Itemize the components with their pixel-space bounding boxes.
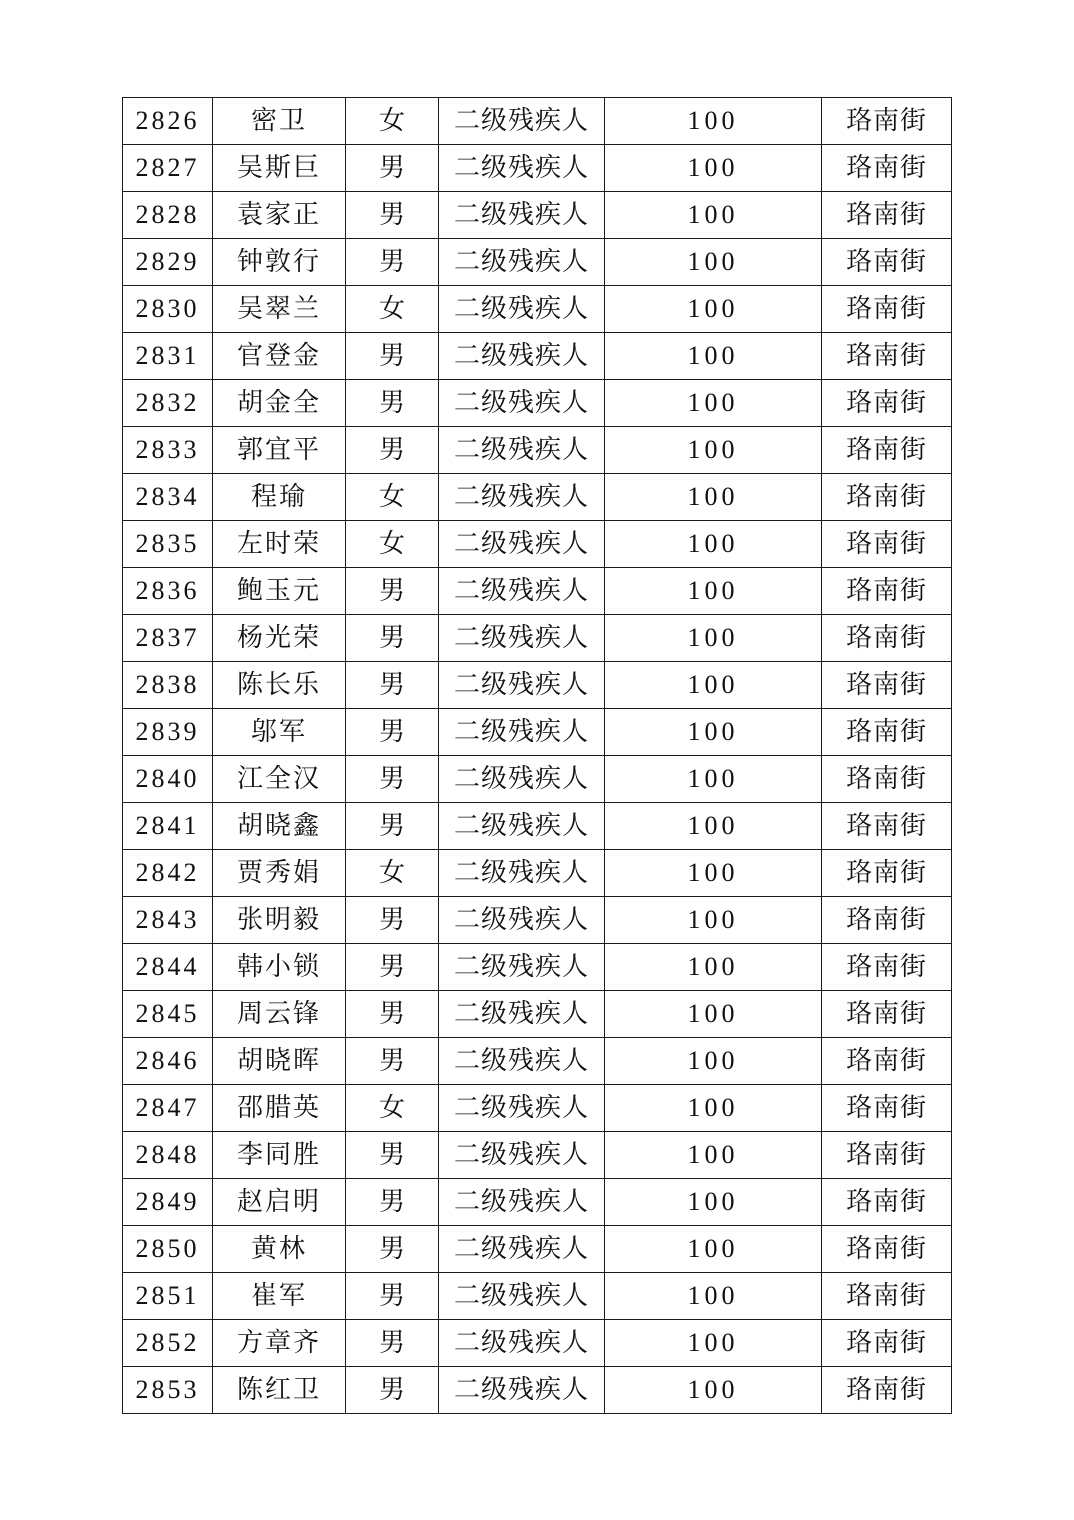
street-cell: 珞南街 xyxy=(822,286,952,333)
amount-cell: 100 xyxy=(605,1320,822,1367)
person-name-cell: 周云锋 xyxy=(213,991,346,1038)
disability-level-cell: 二级残疾人 xyxy=(439,1226,605,1273)
table-row xyxy=(123,1320,952,1367)
amount-cell: 100 xyxy=(605,1038,822,1085)
disability-level-cell: 二级残疾人 xyxy=(439,192,605,239)
table-row xyxy=(123,98,952,145)
amount-cell: 100 xyxy=(605,145,822,192)
person-name-cell: 黄林 xyxy=(213,1226,346,1273)
street-cell: 珞南街 xyxy=(822,98,952,145)
disability-level-cell: 二级残疾人 xyxy=(439,145,605,192)
disability-level-cell: 二级残疾人 xyxy=(439,1179,605,1226)
amount-cell: 100 xyxy=(605,333,822,380)
table-row xyxy=(123,521,952,568)
table-row xyxy=(123,991,952,1038)
table-row xyxy=(123,803,952,850)
street-cell: 珞南街 xyxy=(822,474,952,521)
gender-cell: 男 xyxy=(346,427,439,474)
street-cell: 珞南街 xyxy=(822,897,952,944)
person-name-cell: 袁家正 xyxy=(213,192,346,239)
street-cell: 珞南街 xyxy=(822,709,952,756)
person-name-cell: 胡晓晖 xyxy=(213,1038,346,1085)
gender-cell: 男 xyxy=(346,380,439,427)
table-row xyxy=(123,1367,952,1414)
table-row xyxy=(123,380,952,427)
gender-cell: 男 xyxy=(346,944,439,991)
serial-number-cell: 2836 xyxy=(123,568,213,615)
serial-number-cell: 2843 xyxy=(123,897,213,944)
gender-cell: 男 xyxy=(346,662,439,709)
person-name-cell: 张明毅 xyxy=(213,897,346,944)
serial-number-cell: 2831 xyxy=(123,333,213,380)
serial-number-cell: 2847 xyxy=(123,1085,213,1132)
street-cell: 珞南街 xyxy=(822,1367,952,1414)
person-name-cell: 鲍玉元 xyxy=(213,568,346,615)
person-name-cell: 邬军 xyxy=(213,709,346,756)
gender-cell: 男 xyxy=(346,1273,439,1320)
disability-level-cell: 二级残疾人 xyxy=(439,1273,605,1320)
serial-number-cell: 2844 xyxy=(123,944,213,991)
street-cell: 珞南街 xyxy=(822,1226,952,1273)
gender-cell: 男 xyxy=(346,333,439,380)
table-row xyxy=(123,662,952,709)
serial-number-cell: 2852 xyxy=(123,1320,213,1367)
person-name-cell: 杨光荣 xyxy=(213,615,346,662)
amount-cell: 100 xyxy=(605,850,822,897)
disability-subsidy-table xyxy=(122,97,952,1414)
person-name-cell: 贾秀娟 xyxy=(213,850,346,897)
table-row xyxy=(123,1273,952,1320)
disability-level-cell: 二级残疾人 xyxy=(439,709,605,756)
serial-number-cell: 2848 xyxy=(123,1132,213,1179)
amount-cell: 100 xyxy=(605,1179,822,1226)
serial-number-cell: 2838 xyxy=(123,662,213,709)
person-name-cell: 胡晓鑫 xyxy=(213,803,346,850)
serial-number-cell: 2835 xyxy=(123,521,213,568)
street-cell: 珞南街 xyxy=(822,521,952,568)
gender-cell: 女 xyxy=(346,286,439,333)
amount-cell: 100 xyxy=(605,568,822,615)
serial-number-cell: 2832 xyxy=(123,380,213,427)
disability-level-cell: 二级残疾人 xyxy=(439,568,605,615)
serial-number-cell: 2839 xyxy=(123,709,213,756)
amount-cell: 100 xyxy=(605,615,822,662)
gender-cell: 男 xyxy=(346,239,439,286)
gender-cell: 男 xyxy=(346,803,439,850)
gender-cell: 女 xyxy=(346,1085,439,1132)
table-row xyxy=(123,897,952,944)
person-name-cell: 钟敦行 xyxy=(213,239,346,286)
disability-level-cell: 二级残疾人 xyxy=(439,427,605,474)
street-cell: 珞南街 xyxy=(822,615,952,662)
person-name-cell: 江全汉 xyxy=(213,756,346,803)
disability-level-cell: 二级残疾人 xyxy=(439,803,605,850)
disability-level-cell: 二级残疾人 xyxy=(439,474,605,521)
person-name-cell: 郭宜平 xyxy=(213,427,346,474)
table-row xyxy=(123,944,952,991)
amount-cell: 100 xyxy=(605,897,822,944)
disability-level-cell: 二级残疾人 xyxy=(439,897,605,944)
street-cell: 珞南街 xyxy=(822,1085,952,1132)
street-cell: 珞南街 xyxy=(822,803,952,850)
serial-number-cell: 2830 xyxy=(123,286,213,333)
table-row xyxy=(123,1132,952,1179)
serial-number-cell: 2837 xyxy=(123,615,213,662)
street-cell: 珞南街 xyxy=(822,1273,952,1320)
disability-level-cell: 二级残疾人 xyxy=(439,850,605,897)
serial-number-cell: 2828 xyxy=(123,192,213,239)
disability-level-cell: 二级残疾人 xyxy=(439,662,605,709)
table-row xyxy=(123,192,952,239)
amount-cell: 100 xyxy=(605,192,822,239)
disability-level-cell: 二级残疾人 xyxy=(439,333,605,380)
gender-cell: 男 xyxy=(346,1367,439,1414)
disability-level-cell: 二级残疾人 xyxy=(439,239,605,286)
gender-cell: 男 xyxy=(346,1179,439,1226)
person-name-cell: 密卫 xyxy=(213,98,346,145)
table-row xyxy=(123,145,952,192)
person-name-cell: 程瑜 xyxy=(213,474,346,521)
gender-cell: 女 xyxy=(346,521,439,568)
person-name-cell: 陈长乐 xyxy=(213,662,346,709)
gender-cell: 男 xyxy=(346,1226,439,1273)
amount-cell: 100 xyxy=(605,1273,822,1320)
amount-cell: 100 xyxy=(605,239,822,286)
amount-cell: 100 xyxy=(605,1085,822,1132)
street-cell: 珞南街 xyxy=(822,1038,952,1085)
table-body xyxy=(123,98,952,1414)
street-cell: 珞南街 xyxy=(822,1179,952,1226)
serial-number-cell: 2840 xyxy=(123,756,213,803)
amount-cell: 100 xyxy=(605,756,822,803)
person-name-cell: 方章齐 xyxy=(213,1320,346,1367)
serial-number-cell: 2846 xyxy=(123,1038,213,1085)
street-cell: 珞南街 xyxy=(822,756,952,803)
serial-number-cell: 2827 xyxy=(123,145,213,192)
gender-cell: 男 xyxy=(346,568,439,615)
serial-number-cell: 2829 xyxy=(123,239,213,286)
disability-level-cell: 二级残疾人 xyxy=(439,380,605,427)
person-name-cell: 吴翠兰 xyxy=(213,286,346,333)
amount-cell: 100 xyxy=(605,1226,822,1273)
street-cell: 珞南街 xyxy=(822,1320,952,1367)
serial-number-cell: 2833 xyxy=(123,427,213,474)
street-cell: 珞南街 xyxy=(822,991,952,1038)
amount-cell: 100 xyxy=(605,380,822,427)
street-cell: 珞南街 xyxy=(822,380,952,427)
table-row xyxy=(123,756,952,803)
serial-number-cell: 2842 xyxy=(123,850,213,897)
street-cell: 珞南街 xyxy=(822,662,952,709)
street-cell: 珞南街 xyxy=(822,333,952,380)
street-cell: 珞南街 xyxy=(822,850,952,897)
table-row xyxy=(123,333,952,380)
amount-cell: 100 xyxy=(605,662,822,709)
person-name-cell: 官登金 xyxy=(213,333,346,380)
amount-cell: 100 xyxy=(605,474,822,521)
person-name-cell: 李同胜 xyxy=(213,1132,346,1179)
gender-cell: 女 xyxy=(346,850,439,897)
amount-cell: 100 xyxy=(605,944,822,991)
gender-cell: 男 xyxy=(346,1038,439,1085)
disability-level-cell: 二级残疾人 xyxy=(439,286,605,333)
amount-cell: 100 xyxy=(605,1367,822,1414)
person-name-cell: 胡金全 xyxy=(213,380,346,427)
serial-number-cell: 2826 xyxy=(123,98,213,145)
disability-level-cell: 二级残疾人 xyxy=(439,615,605,662)
serial-number-cell: 2845 xyxy=(123,991,213,1038)
table-row xyxy=(123,474,952,521)
table-row xyxy=(123,850,952,897)
gender-cell: 男 xyxy=(346,1132,439,1179)
table-row xyxy=(123,1038,952,1085)
street-cell: 珞南街 xyxy=(822,192,952,239)
table-row xyxy=(123,568,952,615)
person-name-cell: 韩小锁 xyxy=(213,944,346,991)
table-row xyxy=(123,1226,952,1273)
serial-number-cell: 2850 xyxy=(123,1226,213,1273)
person-name-cell: 赵启明 xyxy=(213,1179,346,1226)
table-row xyxy=(123,239,952,286)
street-cell: 珞南街 xyxy=(822,944,952,991)
street-cell: 珞南街 xyxy=(822,568,952,615)
gender-cell: 男 xyxy=(346,615,439,662)
serial-number-cell: 2841 xyxy=(123,803,213,850)
amount-cell: 100 xyxy=(605,427,822,474)
disability-level-cell: 二级残疾人 xyxy=(439,98,605,145)
table-row xyxy=(123,427,952,474)
street-cell: 珞南街 xyxy=(822,1132,952,1179)
disability-level-cell: 二级残疾人 xyxy=(439,756,605,803)
amount-cell: 100 xyxy=(605,991,822,1038)
gender-cell: 男 xyxy=(346,192,439,239)
disability-level-cell: 二级残疾人 xyxy=(439,991,605,1038)
street-cell: 珞南街 xyxy=(822,145,952,192)
gender-cell: 女 xyxy=(346,98,439,145)
person-name-cell: 崔军 xyxy=(213,1273,346,1320)
amount-cell: 100 xyxy=(605,98,822,145)
table-row xyxy=(123,1179,952,1226)
person-name-cell: 邵腊英 xyxy=(213,1085,346,1132)
serial-number-cell: 2849 xyxy=(123,1179,213,1226)
table-row xyxy=(123,286,952,333)
amount-cell: 100 xyxy=(605,709,822,756)
disability-level-cell: 二级残疾人 xyxy=(439,1320,605,1367)
amount-cell: 100 xyxy=(605,286,822,333)
disability-level-cell: 二级残疾人 xyxy=(439,1367,605,1414)
serial-number-cell: 2853 xyxy=(123,1367,213,1414)
disability-level-cell: 二级残疾人 xyxy=(439,1038,605,1085)
disability-level-cell: 二级残疾人 xyxy=(439,944,605,991)
amount-cell: 100 xyxy=(605,1132,822,1179)
table-row xyxy=(123,615,952,662)
gender-cell: 男 xyxy=(346,756,439,803)
street-cell: 珞南街 xyxy=(822,239,952,286)
table-row xyxy=(123,709,952,756)
gender-cell: 男 xyxy=(346,991,439,1038)
gender-cell: 女 xyxy=(346,474,439,521)
gender-cell: 男 xyxy=(346,897,439,944)
disability-level-cell: 二级残疾人 xyxy=(439,1132,605,1179)
disability-level-cell: 二级残疾人 xyxy=(439,521,605,568)
street-cell: 珞南街 xyxy=(822,427,952,474)
gender-cell: 男 xyxy=(346,709,439,756)
person-name-cell: 陈红卫 xyxy=(213,1367,346,1414)
serial-number-cell: 2851 xyxy=(123,1273,213,1320)
serial-number-cell: 2834 xyxy=(123,474,213,521)
table-row xyxy=(123,1085,952,1132)
gender-cell: 男 xyxy=(346,1320,439,1367)
person-name-cell: 左时荣 xyxy=(213,521,346,568)
disability-level-cell: 二级残疾人 xyxy=(439,1085,605,1132)
amount-cell: 100 xyxy=(605,803,822,850)
person-name-cell: 吴斯巨 xyxy=(213,145,346,192)
amount-cell: 100 xyxy=(605,521,822,568)
gender-cell: 男 xyxy=(346,145,439,192)
